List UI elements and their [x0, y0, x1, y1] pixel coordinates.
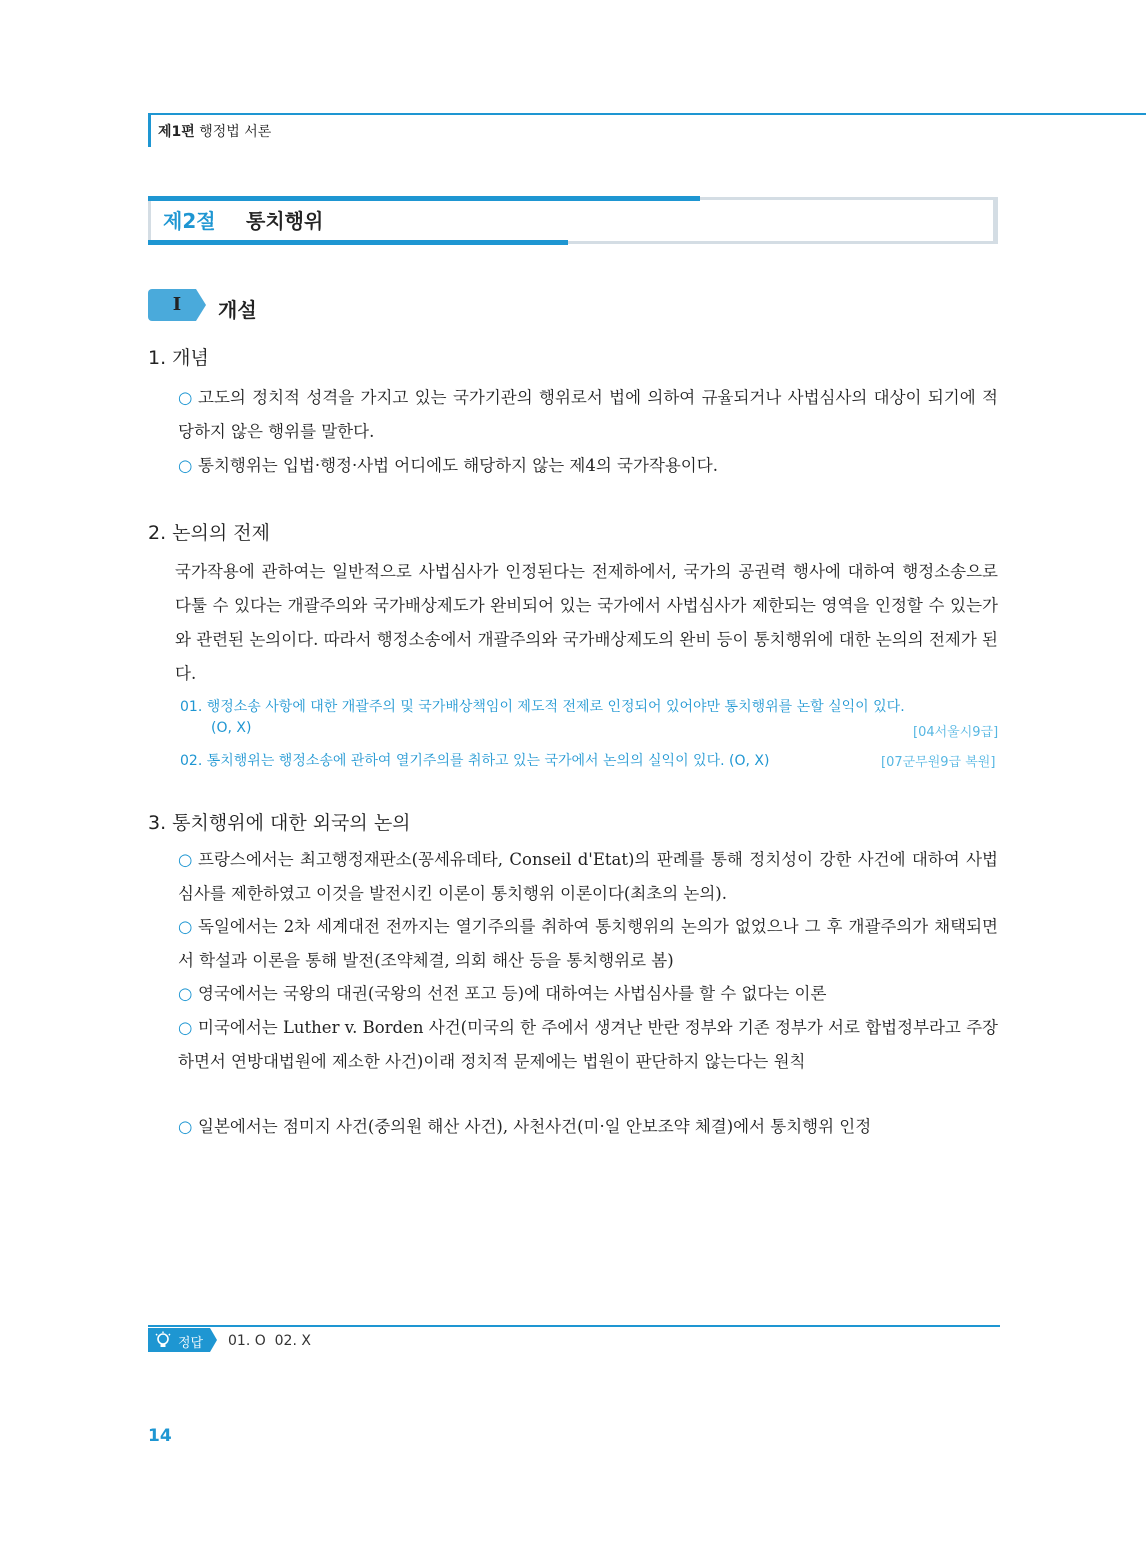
bullet-item [178, 381, 998, 449]
bullet-item [178, 449, 998, 483]
quiz-ox-choice: (O, X) [211, 720, 252, 736]
quiz-source: [04서울시9급] [913, 725, 999, 740]
bullet-text: 프랑스에서는 최고행정재판소(꽁세유데타, Conseil d'Etat)의 판례를 통해 정치성이 강한 사건에 대하여 사법심사를 제한하였고 이것을 발전시킨 이론이 통치행위 이론이다(최초의 논의). [178, 850, 998, 903]
section-number: 제2절 [163, 209, 216, 233]
subsection-heading-3: 3. 통치행위에 대한 외국의 논의 [148, 812, 411, 834]
quiz-number: 01. [180, 699, 203, 715]
bullet-item [178, 843, 998, 911]
quiz-item-01 [180, 696, 905, 716]
answer-badge-arrow [210, 1328, 217, 1352]
bullet-text: 미국에서는 Luther v. Borden 사건(미국의 한 주에서 생겨난 반란 정부와 기존 정부가 서로 합법정부라고 주장하면서 연방대법원에 제소한 사건)이래 정치적 문제에는 법원이 판단하지 않는다는 원칙 [178, 1018, 998, 1071]
part-title: 행정법 서론 [199, 124, 272, 140]
quiz-ox-choice: (O, X) [729, 753, 770, 769]
part-number: 제1편 [158, 124, 195, 140]
subsection-heading-2: 2. 논의의 전제 [148, 522, 270, 544]
section-title: 통치행위 [246, 209, 324, 233]
bullet-item [178, 1110, 998, 1144]
quiz-item-02 [180, 750, 769, 770]
circle-bullet-icon: ○ [178, 1018, 193, 1037]
chapter-title: 개설 [218, 298, 257, 322]
circle-bullet-icon: ○ [178, 388, 193, 407]
lightbulb-icon [153, 1331, 173, 1351]
subsection-heading-1: 1. 개념 [148, 347, 209, 369]
bullet-text: 일본에서는 점미지 사건(중의원 해산 사건), 사천사건(미·일 안보조약 체결)에서 통치행위 인정 [198, 1117, 872, 1136]
part-label [158, 121, 271, 141]
page-number: 14 [148, 1426, 172, 1446]
body-paragraph: 국가작용에 관하여는 일반적으로 사법심사가 인정된다는 전제하에서, 국가의 공권력 행사에 대하여 행정소송으로 다툴 수 있다는 개괄주의와 국가배상제도가 완비되어 있는 국가에서 사법심사가 제한되는 영역을 인정할 수 있는가와 관련된 논의이다. 따라서 행정소송에서 개괄주의와 국가배상제도의 완비 등이 통치행위에 대한 논의의 전제가 된다. [175, 562, 998, 683]
answer-text: 01. O 02. X [228, 1333, 311, 1349]
circle-bullet-icon: ○ [178, 917, 193, 936]
section-title-box [148, 196, 998, 246]
quiz-text: 행정소송 사항에 대한 개괄주의 및 국가배상책임이 제도적 전제로 인정되어 있어야만 통치행위를 논할 실익이 있다. [206, 699, 905, 715]
section-border-bottom-light [568, 241, 998, 244]
quiz-number: 02. [180, 753, 203, 769]
header-accent-bar [148, 113, 151, 147]
bullet-item [178, 977, 998, 1011]
section-border-top [148, 196, 700, 201]
bullet-text: 영국에서는 국왕의 대권(국왕의 선전 포고 등)에 대하여는 사법심사를 할 수 없다는 이론 [198, 984, 827, 1003]
section-border-top-light [700, 197, 998, 200]
section-border-left [148, 201, 151, 240]
bullet-text: 독일에서는 2차 세계대전 전까지는 열기주의를 취하여 통치행위의 논의가 없었으나 그 후 개괄주의가 채택되면서 학설과 이론을 통해 발전(조약체결, 의회 해산 등을 통치행위로 봄) [178, 917, 998, 970]
section-border-bottom [148, 240, 568, 245]
footer-rule [148, 1325, 1000, 1327]
circle-bullet-icon: ○ [178, 456, 193, 475]
quiz-source: [07군무원9급 복원] [881, 755, 996, 770]
section-border-right [993, 200, 998, 241]
header-rule [148, 113, 1146, 115]
bullet-text: 통치행위는 입법·행정·사법 어디에도 해당하지 않는 제4의 국가작용이다. [198, 456, 718, 475]
bullet-item [178, 1011, 998, 1079]
quiz-text: 통치행위는 행정소송에 관하여 열기주의를 취하고 있는 국가에서 논의의 실익이 있다. [206, 753, 725, 769]
chapter-roman-numeral: I [172, 294, 182, 315]
circle-bullet-icon: ○ [178, 850, 193, 869]
circle-bullet-icon: ○ [178, 984, 193, 1003]
bullet-item [178, 910, 998, 978]
answer-label: 정답 [178, 1336, 204, 1351]
bullet-text: 고도의 정치적 성격을 가지고 있는 국가기관의 행위로서 법에 의하여 규율되거나 사법심사의 대상이 되기에 적당하지 않은 행위를 말한다. [178, 388, 998, 441]
circle-bullet-icon: ○ [178, 1117, 193, 1136]
